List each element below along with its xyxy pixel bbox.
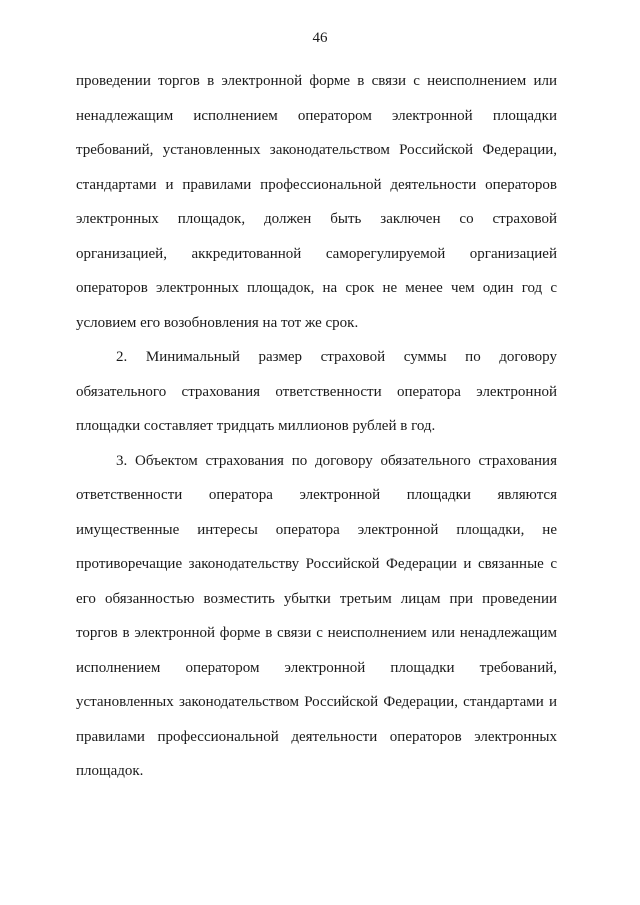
text-line: установленных законодательством Российской Федерации, стандартами и (76, 694, 557, 710)
text-line: правилами профессиональной деятельности операторов электронных (76, 728, 557, 745)
text-line: организацией, аккредитованной саморегулируемой организацией (76, 245, 557, 262)
text-line: ненадлежащим исполнением оператором электронной площадки (76, 107, 557, 124)
text-line: противоречащие законодательству Российской Федерации и связанные с (76, 556, 557, 572)
text-line: 3. Объектом страхования по договору обязательного страхования (116, 452, 557, 469)
paragraph-3 (76, 444, 557, 789)
text-line: ответственности оператора электронной площадки являются (76, 487, 557, 503)
text-line: исполнением оператором электронной площадки требований, (76, 659, 557, 676)
page-number: 46 (312, 30, 328, 46)
text-line: операторов электронных площадок, на срок не менее чем один год с (76, 280, 557, 296)
text-line: стандартами и правилами профессиональной деятельности операторов (76, 176, 557, 193)
text-line: торгов в электронной форме в связи с неисполнением или ненадлежащим (76, 625, 557, 641)
text-line: обязательного страхования ответственности оператора электронной (76, 383, 557, 400)
text-line: требований, установленных законодательством Российской Федерации, (76, 142, 557, 158)
paragraph-2 (76, 340, 557, 444)
text-line: площадок. (76, 763, 144, 779)
paragraph-1 (76, 64, 557, 340)
document-body (76, 64, 557, 789)
text-line: условием его возобновления на тот же срок. (76, 314, 359, 331)
text-line: имущественные интересы оператора электронной площадки, не (76, 521, 557, 538)
text-line: проведении торгов в электронной форме в связи с неисполнением или (76, 73, 557, 89)
text-line: площадки составляет тридцать миллионов рублей в год. (76, 418, 436, 434)
text-line: его обязанностью возместить убытки третьим лицам при проведении (76, 590, 557, 607)
text-line: 2. Минимальный размер страховой суммы по договору (116, 349, 557, 365)
text-line: электронных площадок, должен быть заключен со страховой (76, 211, 557, 227)
